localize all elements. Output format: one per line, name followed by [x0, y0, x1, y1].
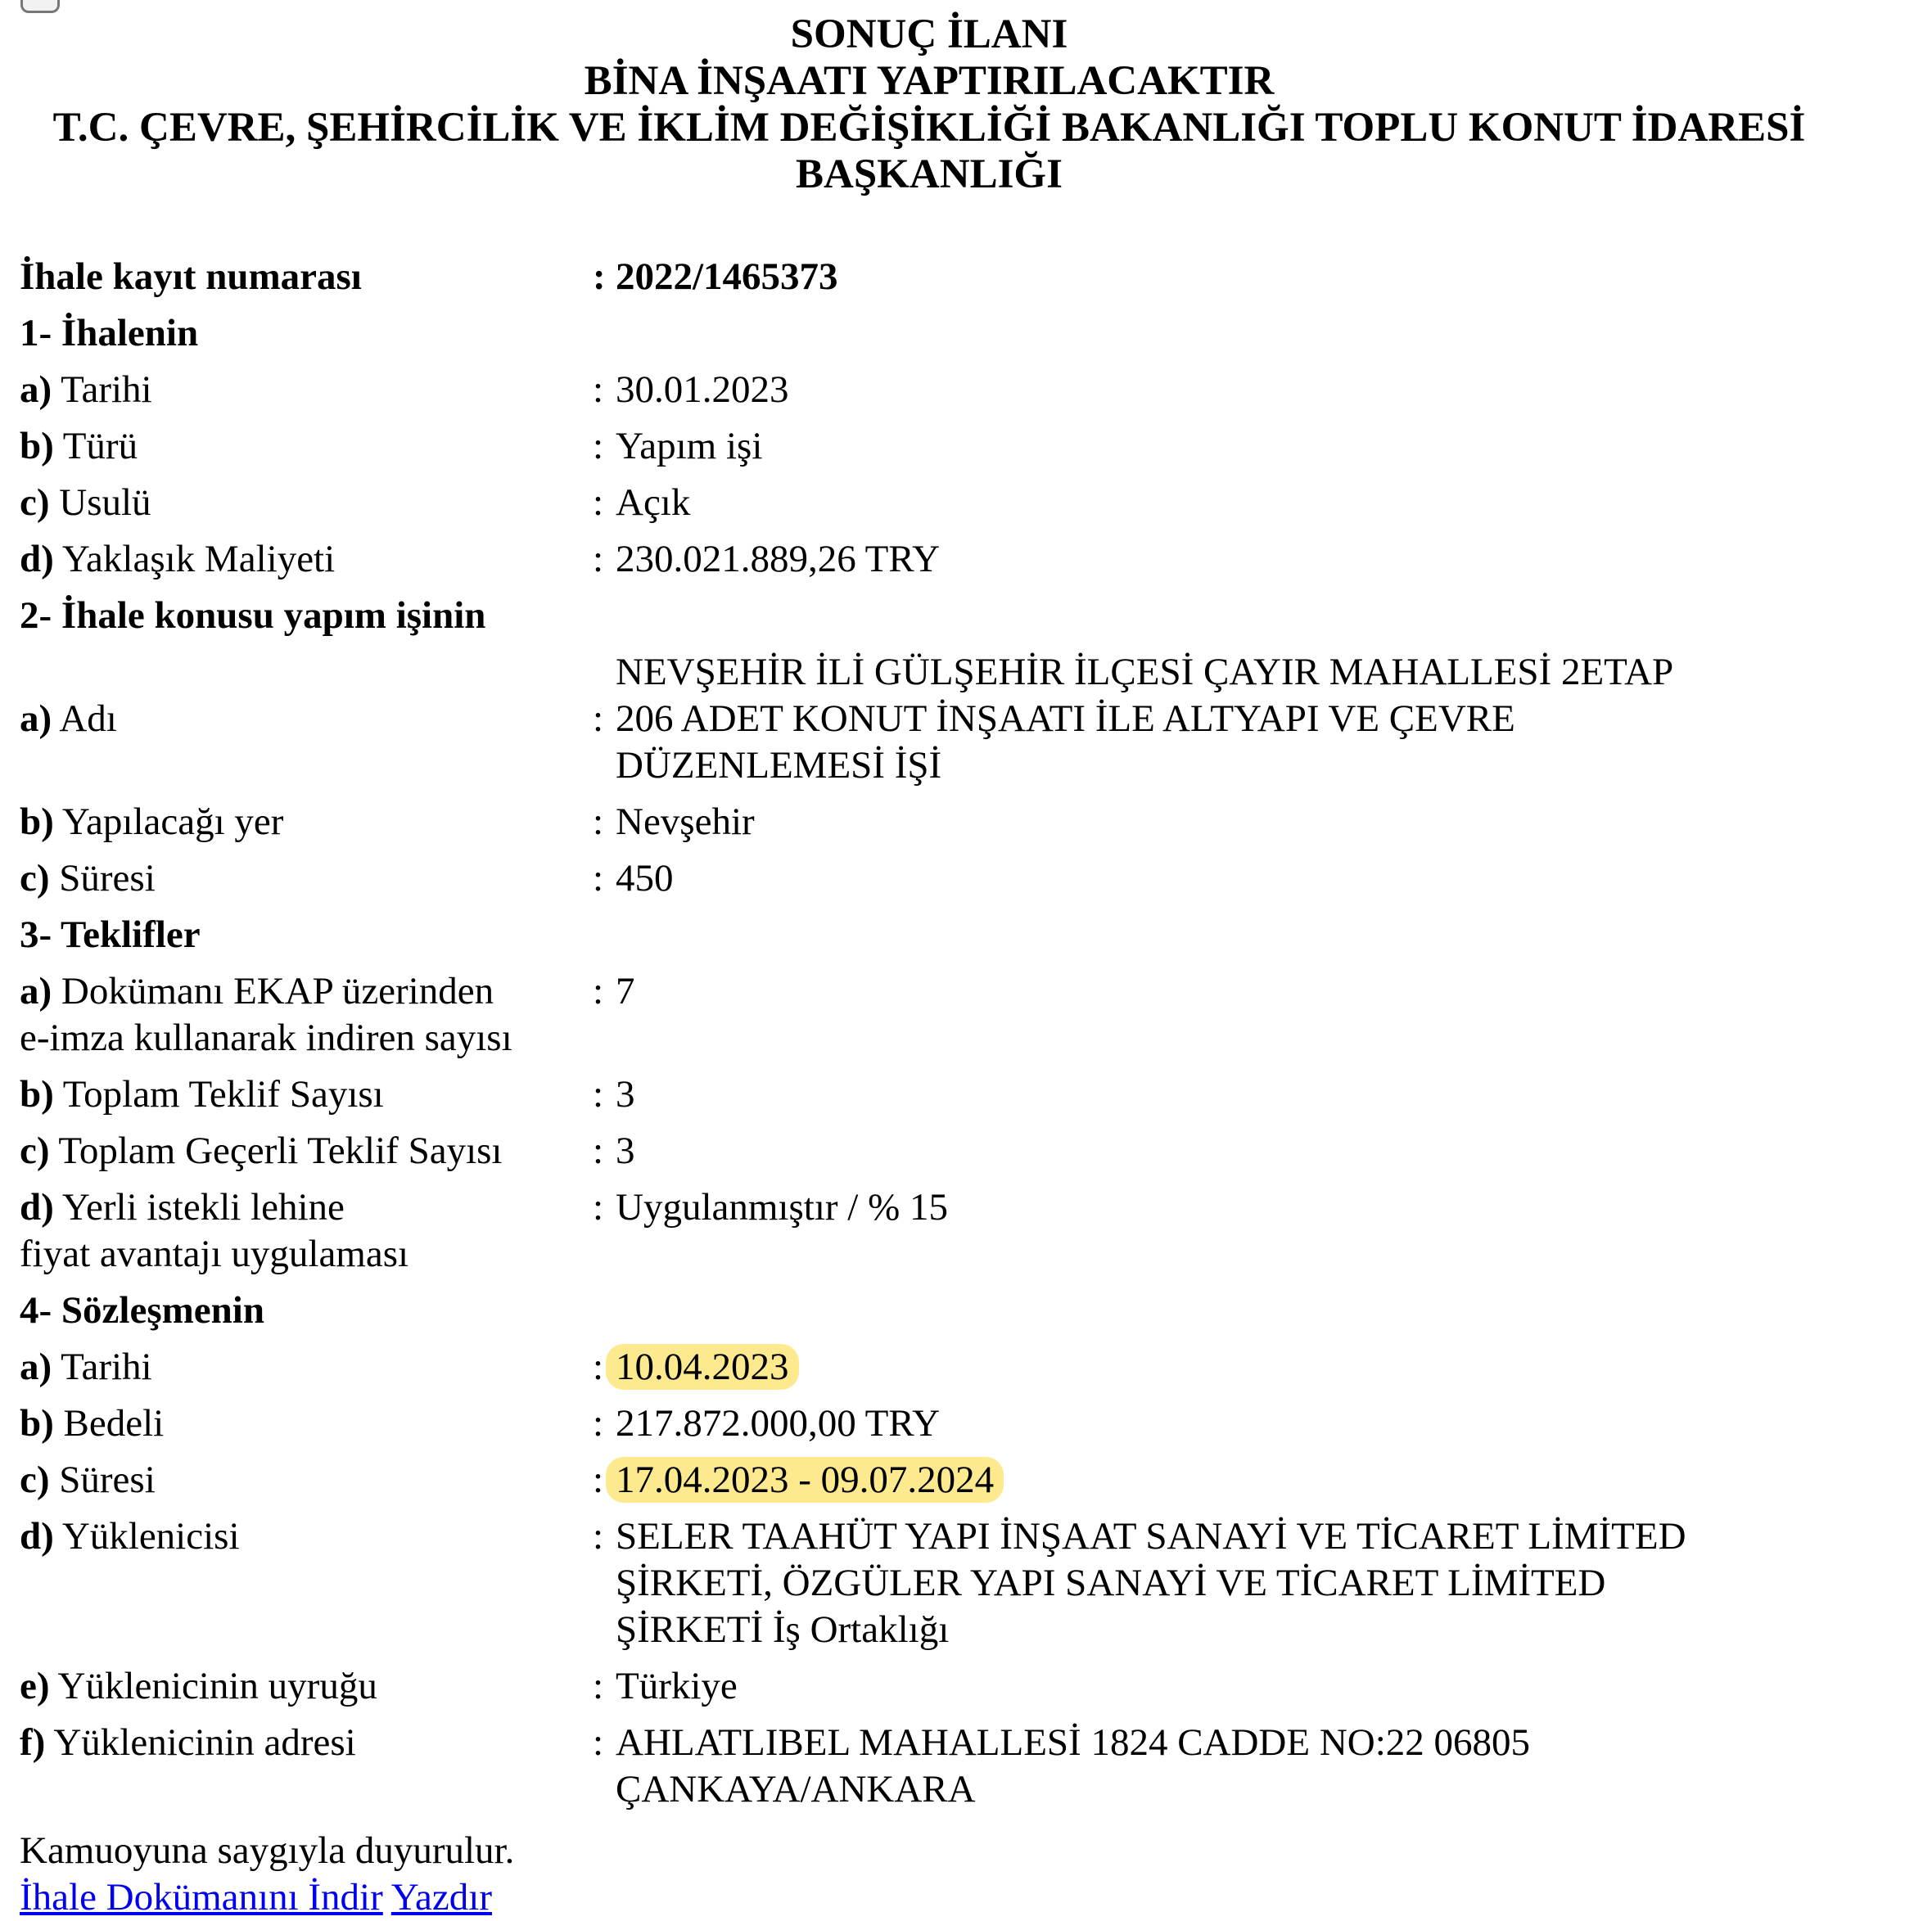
section-title: 3- Teklifler [20, 913, 201, 956]
separator: : [593, 1073, 604, 1116]
table-row [20, 968, 1803, 1071]
reg-number-label: İhale kayıt numarası [20, 255, 362, 298]
row-label: a) Tarihi [20, 1346, 152, 1388]
contractor-address-value: AHLATLIBEL MAHALLESİ 1824 CADDE NO:22 06805 ÇANKAYA/ANKARA [616, 1721, 1531, 1811]
separator: : [593, 1402, 604, 1445]
row-label: a) Dokümanı EKAP üzerinden e-imza kullanarak indiren sayısı [20, 970, 512, 1059]
table-row [20, 254, 1803, 310]
table-row [20, 1400, 1803, 1457]
announcement-header [0, 11, 1858, 198]
header-authority-cont: BAŞKANLIĞI [796, 151, 1063, 197]
table-row [20, 593, 1803, 649]
table-row [20, 1663, 1803, 1720]
tender-info-table [20, 254, 1803, 1823]
separator: : [593, 368, 604, 411]
separator: : [593, 1186, 604, 1229]
separator: : [593, 481, 604, 524]
footer [20, 1828, 514, 1921]
table-row [20, 480, 1803, 536]
row-label: d) Yaklaşık Maliyeti [20, 538, 336, 580]
work-duration-value: 450 [616, 857, 674, 900]
section-title: 4- Sözleşmenin [20, 1289, 264, 1332]
table-row [20, 1344, 1803, 1400]
table-row [20, 367, 1803, 423]
separator: : [593, 538, 604, 580]
separator: : [593, 1130, 604, 1172]
reg-number-value: 2022/1465373 [616, 255, 838, 298]
section-title: 2- İhale konusu yapım işinin [20, 594, 486, 637]
valid-bids-value: 3 [616, 1130, 635, 1172]
header-title: SONUÇ İLANI [790, 11, 1068, 57]
separator: : [593, 255, 606, 298]
total-bids-value: 3 [616, 1073, 635, 1116]
contract-duration-value: 17.04.2023 - 09.07.2024 [606, 1457, 1004, 1503]
table-row [20, 1071, 1803, 1128]
row-label: b) Toplam Teklif Sayısı [20, 1073, 384, 1116]
row-label: a) Tarihi [20, 368, 152, 411]
table-row [20, 649, 1803, 799]
table-row [20, 1184, 1803, 1287]
section-title: 1- İhalenin [20, 312, 199, 354]
separator: : [593, 1346, 604, 1388]
row-label: c) Usulü [20, 481, 151, 524]
contractor-nationality-value: Türkiye [616, 1665, 738, 1707]
download-count-value: 7 [616, 970, 635, 1012]
table-row [20, 1513, 1803, 1663]
row-label: f) Yüklenicinin adresi [20, 1721, 356, 1764]
price-advantage-value: Uygulanmıştır / % 15 [616, 1186, 948, 1229]
row-label: a) Adı [20, 697, 117, 740]
row-label: b) Türü [20, 425, 138, 467]
table-row [20, 799, 1803, 855]
contractor-value: SELER TAAHÜT YAPI İNŞAAT SANAYİ VE TİCARET LİMİTED ŞİRKETİ, ÖZGÜLER YAPI SANAYİ VE TİCARET LİMİTED ŞİRKETİ İş Ortaklığı [616, 1515, 1686, 1651]
tender-type-value: Yapım işi [616, 425, 763, 467]
separator: : [593, 697, 604, 740]
contract-date-value: 10.04.2023 [606, 1344, 799, 1390]
separator: : [593, 857, 604, 900]
contract-price-value: 217.872.000,00 TRY [616, 1402, 941, 1445]
header-subtitle: BİNA İNŞAATI YAPTIRILACAKTIR [584, 58, 1275, 104]
row-label: b) Yapılacağı yer [20, 800, 284, 843]
row-label: c) Toplam Geçerli Teklif Sayısı [20, 1130, 503, 1172]
row-label: e) Yüklenicinin uyruğu [20, 1665, 377, 1707]
row-label: d) Yüklenicisi [20, 1515, 240, 1558]
row-label: d) Yerli istekli lehine fiyat avantajı uygulaması [20, 1186, 409, 1275]
work-name-value: NEVŞEHİR İLİ GÜLŞEHİR İLÇESİ ÇAYIR MAHALLESİ 2ETAP 206 ADET KONUT İNŞAATI İLE ALTYAPI VE ÇEVRE DÜZENLEMESİ İŞİ [616, 651, 1674, 787]
separator: : [593, 970, 604, 1012]
table-row [20, 310, 1803, 367]
table-row [20, 1287, 1803, 1344]
separator: : [593, 800, 604, 843]
separator: : [593, 425, 604, 467]
closing-text: Kamuoyuna saygıyla duyurulur. [20, 1829, 515, 1872]
work-location-value: Nevşehir [616, 800, 755, 843]
row-label: c) Süresi [20, 1459, 156, 1501]
row-label: b) Bedeli [20, 1402, 165, 1445]
table-row [20, 855, 1803, 912]
download-document-link[interactable]: İhale Dokümanını İndir [20, 1876, 383, 1919]
table-row [20, 1128, 1803, 1184]
separator: : [593, 1721, 604, 1764]
tender-method-value: Açık [616, 481, 691, 524]
table-row [20, 912, 1803, 968]
separator: : [593, 1459, 604, 1501]
tender-date-value: 30.01.2023 [616, 368, 789, 411]
table-row [20, 536, 1803, 593]
row-label: c) Süresi [20, 857, 156, 900]
table-row [20, 1457, 1803, 1513]
print-link[interactable]: Yazdır [390, 1876, 492, 1919]
separator: : [593, 1515, 604, 1558]
table-row [20, 1720, 1803, 1823]
header-authority: T.C. ÇEVRE, ŞEHİRCİLİK VE İKLİM DEĞİŞİKLİĞİ BAKANLIĞI TOPLU KONUT İDARESİ [52, 105, 1806, 151]
separator: : [593, 1665, 604, 1707]
approx-cost-value: 230.021.889,26 TRY [616, 538, 941, 580]
footer-links [20, 1874, 514, 1921]
table-row [20, 423, 1803, 480]
